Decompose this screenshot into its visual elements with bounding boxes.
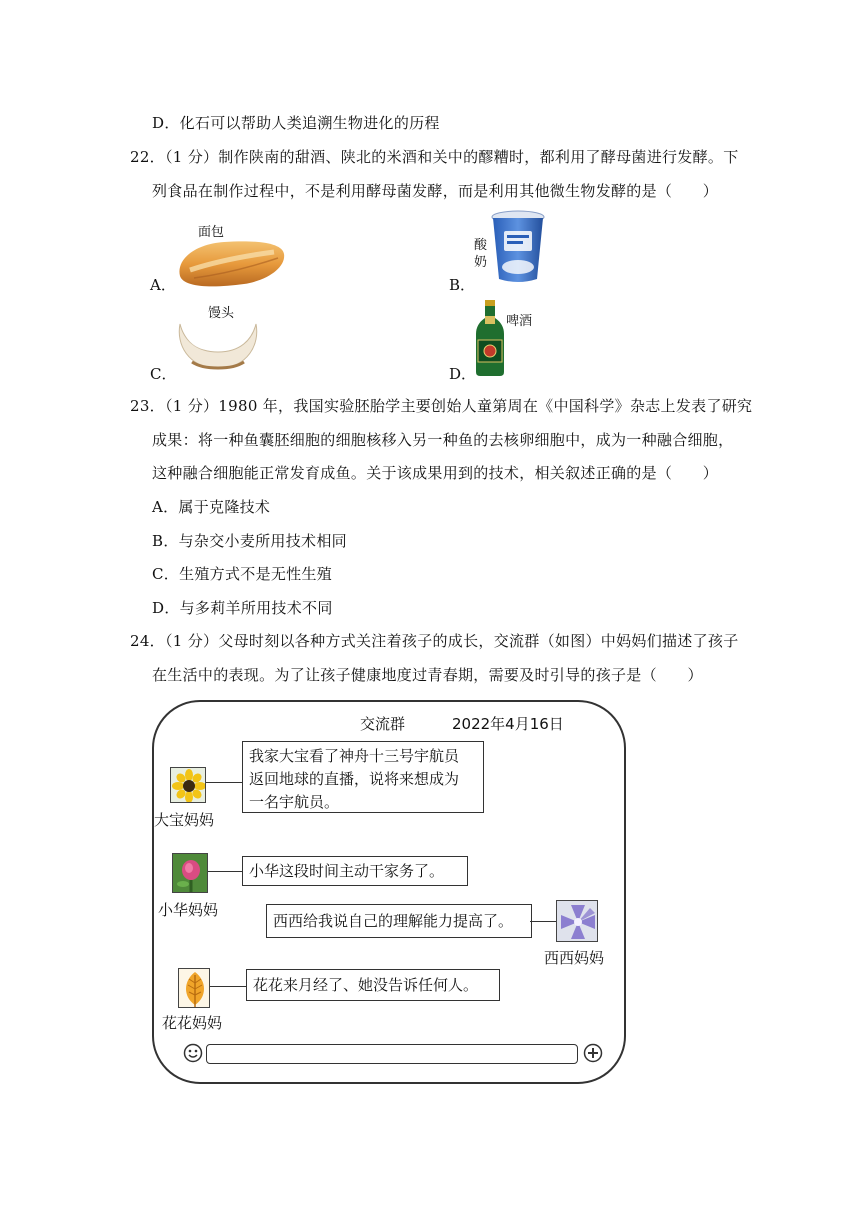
yogurt-image — [490, 209, 546, 285]
q22-option-d-label[interactable]: D． — [449, 365, 477, 383]
leaf-avatar-icon — [178, 968, 210, 1008]
q24-stem-line2: 在生活中的表现。为了让孩子健康地度过青春期，需要及时引导的孩子是（ ） — [152, 666, 703, 684]
sunflower-avatar-icon — [170, 767, 206, 803]
sender-name: 西西妈妈 — [544, 949, 605, 967]
sender-name: 花花妈妈 — [162, 1014, 223, 1032]
q22-option-d-caption: 啤酒 — [506, 314, 533, 329]
bubble-pointer — [206, 782, 244, 783]
bubble-pointer — [530, 921, 558, 922]
q24-stem-line1: 24．（1 分）父母时刻以各种方式关注着孩子的成长，交流群（如图）中妈妈们描述了孩子 — [130, 632, 739, 650]
sender-name: 小华妈妈 — [158, 901, 219, 919]
q23-option-a[interactable]: A．属于克隆技术 — [152, 498, 271, 516]
beer-bottle-image — [474, 300, 506, 376]
chat-title: 交流群 — [360, 715, 406, 733]
q22-option-c-label[interactable]: C． — [150, 365, 177, 383]
mantou-image — [174, 318, 262, 374]
rose-avatar-icon — [172, 853, 208, 893]
q23-option-d[interactable]: D．与多莉羊所用技术不同 — [152, 599, 333, 617]
q22-option-a-label[interactable]: A． — [150, 276, 176, 294]
q23-option-c[interactable]: C．生殖方式不是无性生殖 — [152, 565, 333, 583]
bubble-pointer — [210, 986, 248, 987]
q22-option-c-caption: 馒头 — [208, 306, 235, 321]
bread-image — [174, 236, 288, 288]
message-bubble: 花花来月经了、她没告诉任何人。 — [246, 969, 500, 1001]
message-bubble: 西西给我说自己的理解能力提高了。 — [266, 904, 532, 938]
q23-stem-line2: 成果：将一种鱼囊胚细胞的细胞核移入另一种鱼的去核卵细胞中，成为一种融合细胞， — [152, 431, 734, 449]
emoji-icon[interactable] — [183, 1043, 203, 1063]
q22-stem-line2: 列食品在制作过程中，不是利用酵母菌发酵，而是利用其他微生物发酵的是（ ） — [152, 182, 719, 200]
message-input[interactable] — [206, 1044, 578, 1064]
chat-date: 2022年4月16日 — [452, 715, 564, 733]
q23-stem-line1: 23．（1 分）1980 年，我国实验胚胎学主要创始人童第周在《中国科学》杂志上发表了研究 — [130, 397, 753, 415]
q22-stem-line1: 22．（1 分）制作陕南的甜酒、陕北的米酒和关中的醪糟时，都利用了酵母菌进行发酵。下 — [130, 148, 739, 166]
message-bubble: 小华这段时间主动干家务了。 — [242, 856, 468, 886]
bubble-pointer — [208, 871, 244, 872]
q22-option-b-caption: 酸 奶 — [474, 238, 488, 270]
sender-name: 大宝妈妈 — [154, 811, 215, 829]
bellflower-avatar-icon — [556, 900, 598, 942]
q23-option-b[interactable]: B．与杂交小麦所用技术相同 — [152, 532, 347, 550]
message-bubble: 我家大宝看了神舟十三号宇航员 返回地球的直播，说将来想成为 一名宇航员。 — [242, 741, 484, 813]
q22-option-b-label[interactable]: B． — [449, 276, 476, 294]
q23-stem-line3: 这种融合细胞能正常发育成鱼。关于该成果用到的技术，相关叙述正确的是（ ） — [152, 464, 719, 482]
q21-option-d: D．化石可以帮助人类追溯生物进化的历程 — [152, 114, 440, 132]
add-plus-icon[interactable] — [583, 1043, 603, 1063]
q22-option-a-caption: 面包 — [198, 225, 225, 240]
